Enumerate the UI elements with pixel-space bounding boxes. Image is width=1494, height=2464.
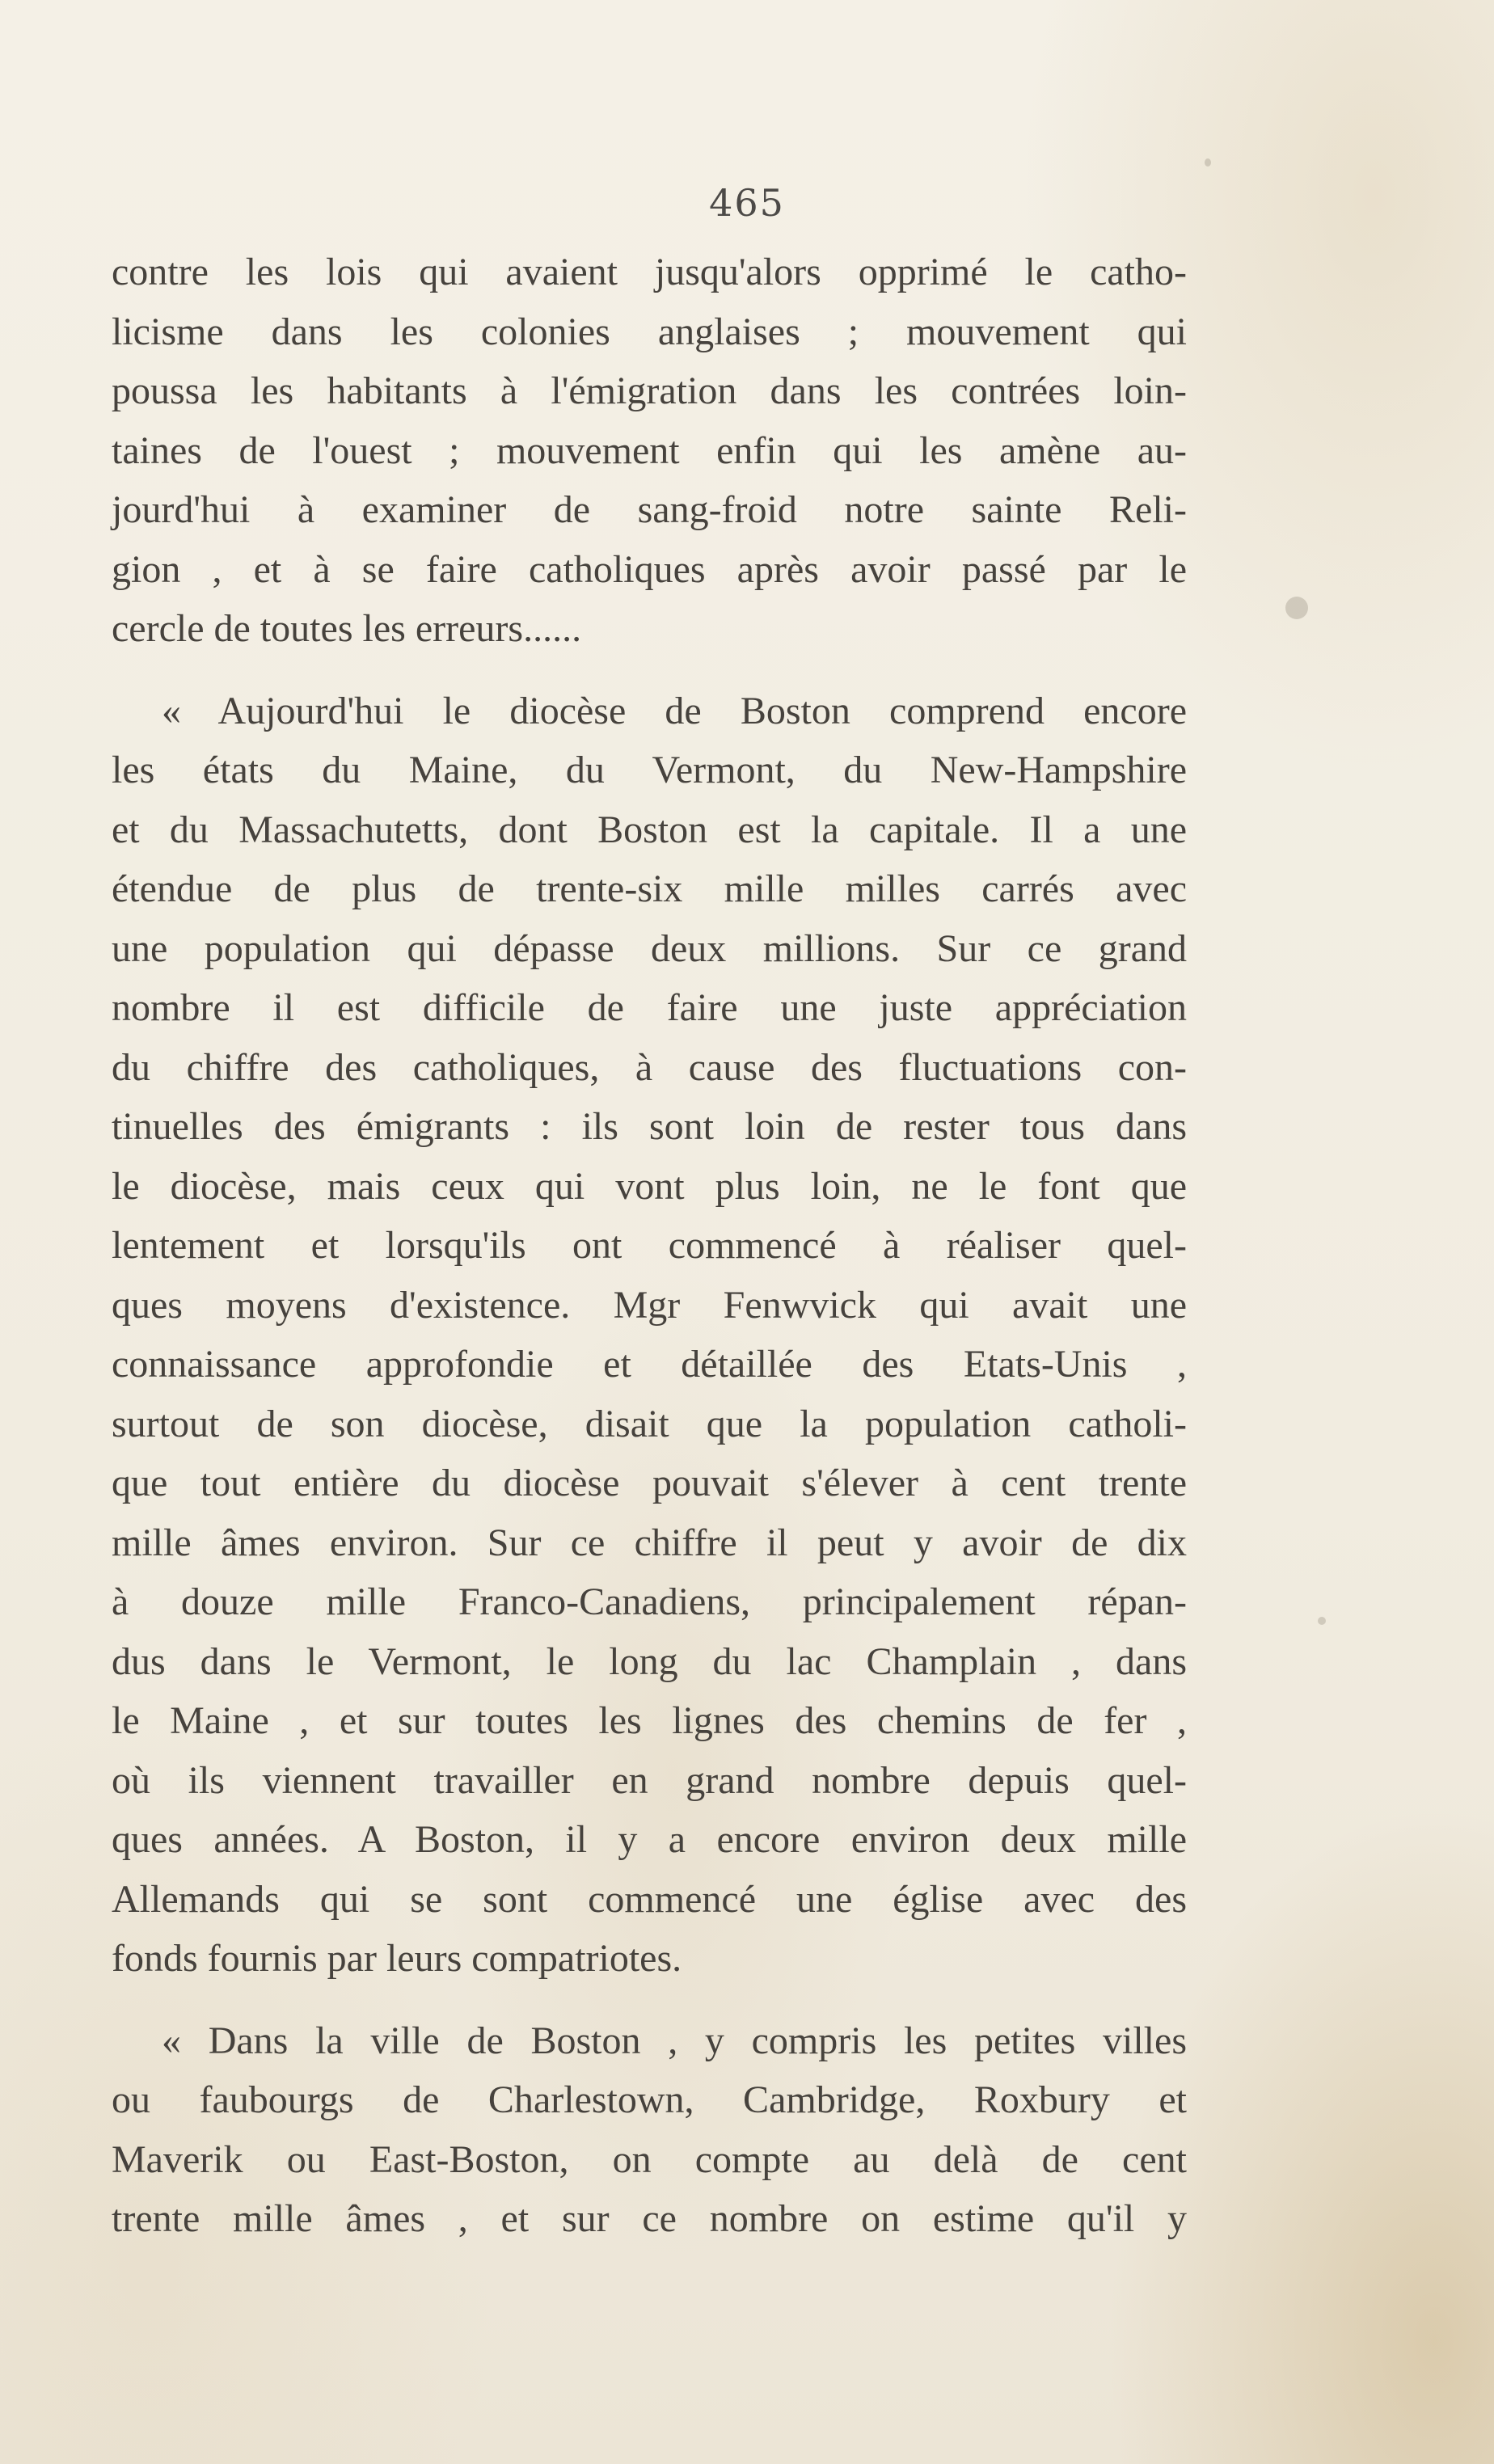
text-line: surtout de son diocèse, disait que la population catholi- [112,1402,1187,1445]
text-line: « Aujourd'hui le diocèse de Boston comprend encore [162,689,1187,732]
text-line: poussa les habitants à l'émigration dans les contrées loin- [112,369,1187,412]
text-line: le Maine , et sur toutes les lignes des chemins de fer , [112,1699,1187,1742]
text-line: les états du Maine, du Vermont, du New-Hampshire [112,749,1187,791]
text-line: dus dans le Vermont, le long du lac Champlain , dans [112,1639,1187,1683]
text-line: à douze mille Franco-Canadiens, principalement répan- [112,1580,1187,1623]
ink-spot [1285,597,1308,619]
ink-spot [1205,158,1211,167]
text-line: où ils viennent travailler en grand nombre depuis quel- [112,1758,1187,1802]
text-line: le diocèse, mais ceux qui vont plus loin, ne le font que [112,1164,1187,1208]
text-line: cercle de toutes les erreurs...... [112,607,582,650]
text-line: taines de l'ouest ; mouvement enfin qui les amène au- [112,428,1187,472]
text-line: une population qui dépasse deux millions. Sur ce grand [112,926,1187,970]
text-line: jourd'hui à examiner de sang-froid notre sainte Reli- [112,488,1187,531]
paragraph [112,681,1187,1989]
text-line: trente mille âmes , et sur ce nombre on estime qu'il y [112,2197,1187,2240]
text-line: du chiffre des catholiques, à cause des fluctuations con- [112,1045,1187,1089]
paragraph-gap [112,1989,1187,2011]
text-line: lentement et lorsqu'ils ont commencé à réaliser quel- [112,1224,1187,1267]
text-line: « Dans la ville de Boston , y compris les petites villes [162,2019,1187,2062]
text-line: ques moyens d'existence. Mgr Fenwvick qui avait une [112,1283,1187,1327]
body-text [112,243,1187,2249]
text-line: tinuelles des émigrants : ils sont loin de rester tous dans [112,1105,1187,1148]
text-line: mille âmes environ. Sur ce chiffre il peut y avoir de dix [112,1521,1187,1564]
paragraph [112,2011,1187,2249]
text-line: que tout entière du diocèse pouvait s'élever à cent trente [112,1462,1187,1504]
text-line: Maverik ou East-Boston, on compte au delà de cent [112,2137,1187,2181]
page-number: 465 [709,181,785,225]
text-line: ques années. A Boston, il y a encore environ deux mille [112,1818,1187,1861]
text-line: fonds fournis par leurs compatriotes. [112,1937,682,1980]
text-line: ou faubourgs de Charlestown, Cambridge, Roxbury et [112,2078,1187,2121]
text-line: étendue de plus de trente-six mille milles carrés avec [112,867,1187,910]
text-line: contre les lois qui avaient jusqu'alors opprimé le catho- [112,251,1187,293]
text-line: connaissance approfondie et détaillée des Etats-Unis , [112,1343,1187,1386]
text-line: gion , et à se faire catholiques après avoir passé par le [112,547,1187,591]
text-line: nombre il est difficile de faire une juste appréciation [112,986,1187,1029]
paragraph-gap [112,659,1187,681]
ink-spot [1318,1617,1326,1625]
text-line: et du Massachutetts, dont Boston est la capitale. Il a une [112,808,1187,851]
text-line: Allemands qui se sont commencé une église avec des [112,1877,1187,1921]
text-line: licisme dans les colonies anglaises ; mouvement qui [112,310,1187,353]
paragraph [112,243,1187,659]
